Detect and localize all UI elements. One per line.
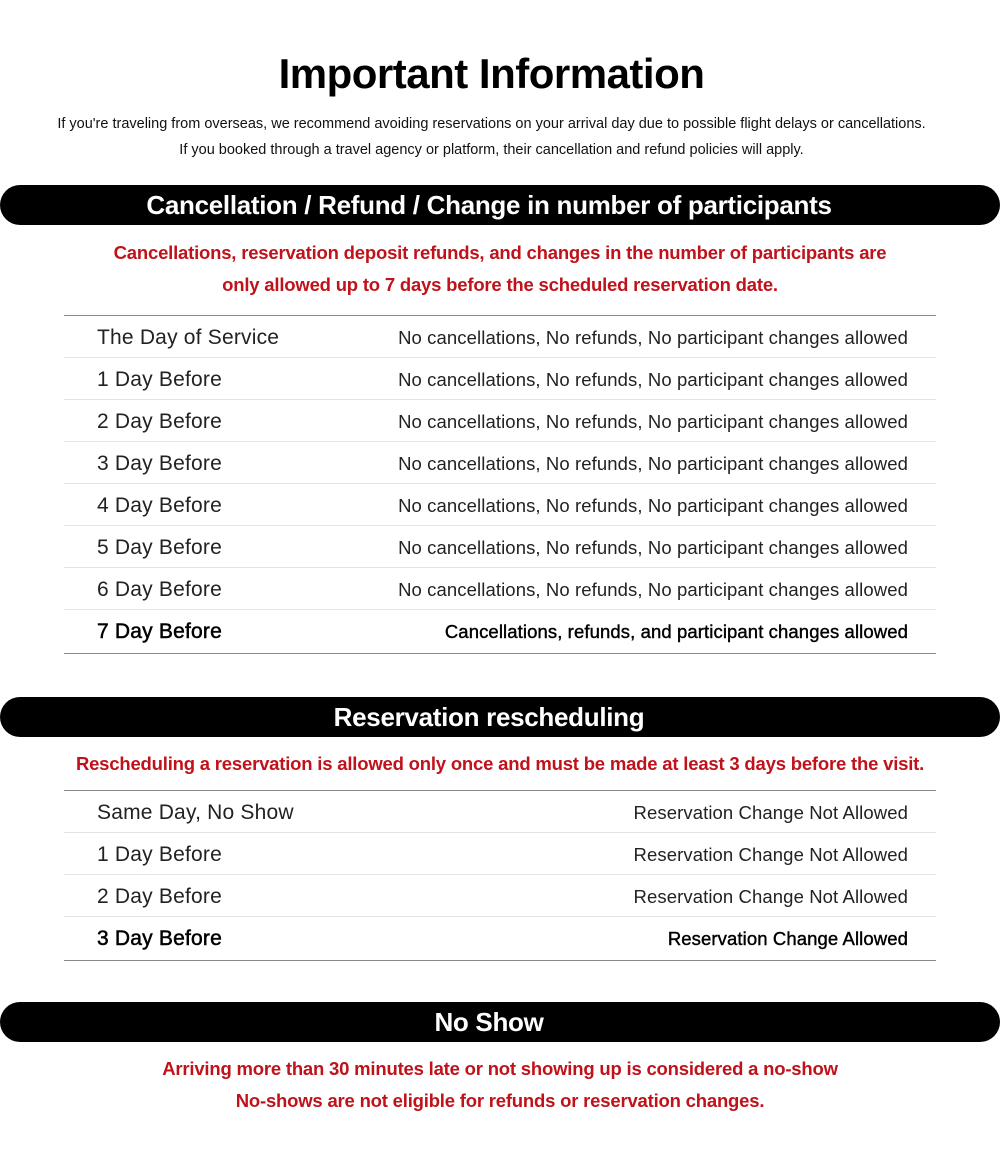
row-policy: Reservation Change Not Allowed: [633, 802, 908, 823]
table-row: [64, 442, 936, 484]
row-policy: Reservation Change Not Allowed: [633, 886, 908, 907]
table-row: [64, 791, 936, 833]
row-policy: No cancellations, No refunds, No participant changes allowed: [398, 453, 908, 474]
row-policy: No cancellations, No refunds, No participant changes allowed: [398, 327, 908, 348]
row-timing: 1 Day Before: [97, 368, 222, 391]
row-policy: No cancellations, No refunds, No participant changes allowed: [398, 369, 908, 390]
row-timing: 6 Day Before: [97, 578, 222, 601]
rescheduling-heading-bar: [0, 697, 1000, 737]
table-row: [64, 610, 936, 653]
rescheduling-table: [64, 790, 936, 961]
table-row: [64, 358, 936, 400]
row-timing: 5 Day Before: [97, 536, 222, 559]
row-policy: Cancellations, refunds, and participant changes allowed: [444, 621, 908, 642]
table-row: [64, 316, 936, 358]
row-policy: No cancellations, No refunds, No participant changes allowed: [398, 495, 908, 516]
rescheduling-notice: [0, 748, 1000, 780]
row-policy: No cancellations, No refunds, No participant changes allowed: [398, 537, 908, 558]
cancellation-notice-line-1: Cancellations, reservation deposit refunds, and changes in the number of participants are: [113, 242, 887, 263]
rescheduling-heading: Reservation rescheduling: [333, 702, 645, 732]
row-timing: 1 Day Before: [97, 843, 222, 866]
cancellation-table: [64, 315, 936, 654]
no-show-notice: [0, 1053, 1000, 1117]
intro-agency-note: If you booked through a travel agency or platform, their cancellation and refund policies will apply.: [179, 142, 804, 158]
table-row: [64, 875, 936, 917]
table-row: [64, 568, 936, 610]
row-timing: 2 Day Before: [97, 410, 222, 433]
row-timing: 4 Day Before: [97, 494, 222, 517]
cancellation-heading-bar: [0, 185, 1000, 225]
table-row: [64, 833, 936, 875]
row-timing: 3 Day Before: [97, 927, 222, 950]
row-timing: 3 Day Before: [97, 452, 222, 475]
page-title: Important Information: [278, 50, 705, 97]
cancellation-notice: [0, 237, 1000, 301]
rescheduling-notice-line-1: Rescheduling a reservation is allowed only once and must be made at least 3 days before the visit.: [75, 753, 925, 774]
table-row: [64, 917, 936, 960]
table-row: [64, 484, 936, 526]
table-row: [64, 400, 936, 442]
row-policy: No cancellations, No refunds, No participant changes allowed: [398, 411, 908, 432]
row-timing: The Day of Service: [97, 326, 280, 349]
table-row: [64, 526, 936, 568]
row-policy: Reservation Change Allowed: [667, 928, 908, 949]
row-policy: Reservation Change Not Allowed: [633, 844, 908, 865]
no-show-notice-line-1: Arriving more than 30 minutes late or not showing up is considered a no-show: [162, 1058, 838, 1079]
intro-overseas-note: If you're traveling from overseas, we recommend avoiding reservations on your arrival day due to possible flight delays or cancellations.: [57, 116, 926, 132]
row-policy: No cancellations, No refunds, No participant changes allowed: [398, 579, 908, 600]
no-show-heading-bar: [0, 1002, 1000, 1042]
no-show-notice-line-2: No-shows are not eligible for refunds or reservation changes.: [235, 1090, 765, 1111]
row-timing: 7 Day Before: [97, 620, 222, 643]
cancellation-notice-line-2: only allowed up to 7 days before the scheduled reservation date.: [222, 274, 778, 295]
row-timing: Same Day, No Show: [97, 801, 294, 824]
cancellation-heading: Cancellation / Refund / Change in number of participants: [146, 190, 832, 220]
no-show-heading: No Show: [434, 1007, 544, 1037]
row-timing: 2 Day Before: [97, 885, 222, 908]
